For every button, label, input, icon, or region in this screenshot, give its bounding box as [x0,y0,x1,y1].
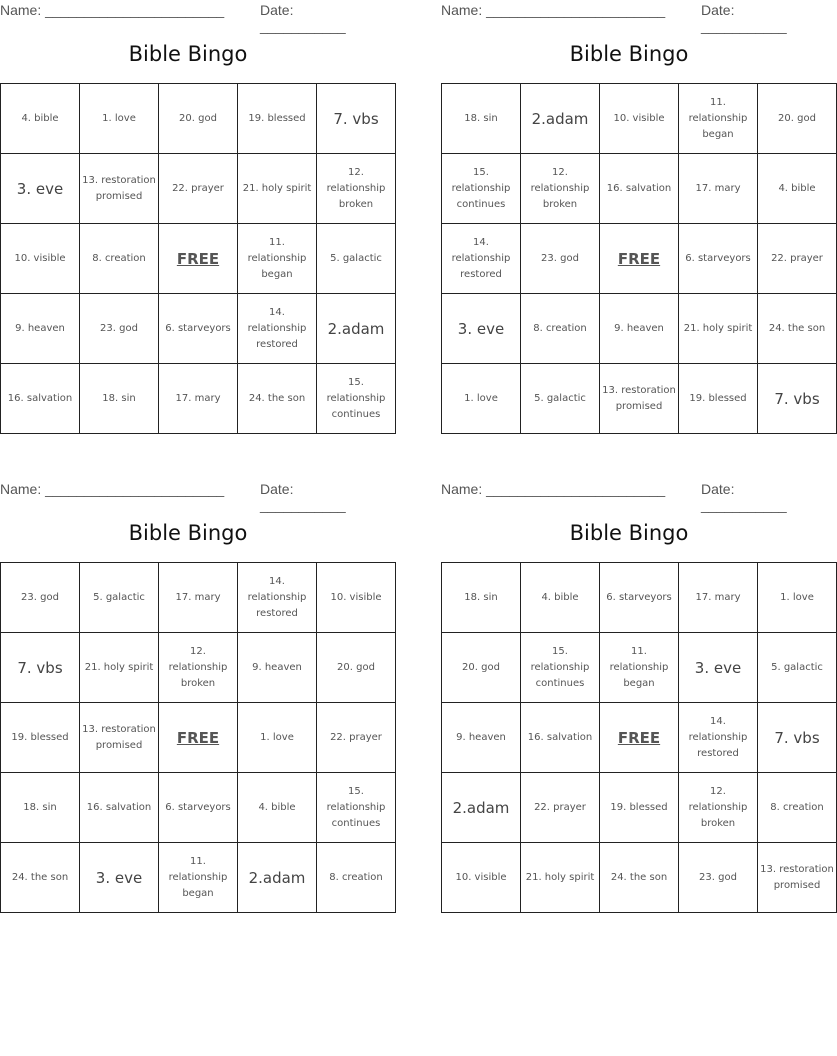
bingo-cell: 14. relationship restored [238,563,317,633]
bingo-cell: 7. vbs [758,364,837,434]
date-field: Date: ___________ [260,2,346,34]
bingo-cell: 19. blessed [600,773,679,843]
bingo-grid [0,562,396,913]
bingo-cell: 5. galactic [317,224,396,294]
bingo-cell: 15. relationship continues [442,154,521,224]
name-field: Name: _______________________ [0,481,225,497]
bingo-row [1,773,396,843]
bingo-cell: 2.adam [442,773,521,843]
bingo-cell: 9. heaven [1,294,80,364]
bingo-cell: 14. relationship restored [238,294,317,364]
bingo-cell: 7. vbs [1,633,80,703]
bingo-cell: 8. creation [521,294,600,364]
bingo-row [442,773,837,843]
bingo-cell: 6. starveyors [600,563,679,633]
bingo-cell: 11. relationship began [159,843,238,913]
bingo-cell: 20. god [317,633,396,703]
bingo-cell: 8. creation [317,843,396,913]
bingo-cell: 10. visible [1,224,80,294]
bingo-cell: 21. holy spirit [238,154,317,224]
bingo-cell: 13. restoration promised [80,703,159,773]
bingo-row [442,703,837,773]
name-field: Name: _______________________ [0,2,225,18]
bingo-cell: 1. love [442,364,521,434]
bingo-card-2 [441,0,826,412]
bingo-cell: 20. god [758,84,837,154]
card-title: Bible Bingo [569,521,689,545]
bingo-cell: 21. holy spirit [80,633,159,703]
bingo-row [442,84,837,154]
bingo-card-1 [0,0,386,420]
bingo-row [1,294,396,364]
bingo-cell: 13. restoration promised [80,154,159,224]
bingo-cell: 22. prayer [521,773,600,843]
bingo-row [1,843,396,913]
bingo-cell: 7. vbs [317,84,396,154]
bingo-card-3 [0,479,386,899]
bingo-cell: 2.adam [238,843,317,913]
date-field: Date: ___________ [701,2,787,34]
bingo-cell: 16. salvation [600,154,679,224]
bingo-row [442,364,837,434]
bingo-grid [441,83,837,434]
bingo-row [1,224,396,294]
name-field: Name: _______________________ [441,481,666,497]
bingo-cell: 22. prayer [317,703,396,773]
bingo-cell: 3. eve [1,154,80,224]
bingo-cell: 10. visible [442,843,521,913]
bingo-cell: 23. god [80,294,159,364]
bingo-cell: 8. creation [758,773,837,843]
bingo-cell: 11. relationship began [238,224,317,294]
bingo-cell: 2.adam [317,294,396,364]
bingo-cell: 11. relationship began [679,84,758,154]
bingo-row [442,563,837,633]
bingo-cell: 6. starveyors [679,224,758,294]
bingo-cell: 15. relationship continues [521,633,600,703]
bingo-cell: 19. blessed [238,84,317,154]
bingo-cell: 21. holy spirit [679,294,758,364]
bingo-cell: 3. eve [442,294,521,364]
bingo-cell: 13. restoration promised [758,843,837,913]
bingo-cell: 12. relationship broken [521,154,600,224]
bingo-cell: 19. blessed [1,703,80,773]
bingo-cell: 12. relationship broken [317,154,396,224]
bingo-cell: 16. salvation [521,703,600,773]
bingo-card-4 [441,479,834,891]
bingo-cell: 18. sin [1,773,80,843]
bingo-cell: 19. blessed [679,364,758,434]
bingo-cell: 21. holy spirit [521,843,600,913]
date-field: Date: ___________ [260,481,346,513]
bingo-row [442,294,837,364]
bingo-cell: 8. creation [80,224,159,294]
card-title: Bible Bingo [128,42,248,66]
bingo-cell: 17. mary [679,154,758,224]
bingo-cell: 11. relationship began [600,633,679,703]
bingo-row [1,364,396,434]
free-space: FREE [600,224,679,294]
bingo-cell: 20. god [159,84,238,154]
free-space: FREE [600,703,679,773]
bingo-cell: 2.adam [521,84,600,154]
bingo-cell: 1. love [238,703,317,773]
bingo-cell: 24. the son [238,364,317,434]
bingo-row [1,154,396,224]
bingo-cell: 24. the son [600,843,679,913]
bingo-cell: 14. relationship restored [442,224,521,294]
bingo-row [1,633,396,703]
bingo-cell: 9. heaven [238,633,317,703]
bingo-cell: 4. bible [1,84,80,154]
card-title: Bible Bingo [569,42,689,66]
bingo-grid [0,83,396,434]
bingo-cell: 5. galactic [758,633,837,703]
bingo-row [442,154,837,224]
bingo-cell: 20. god [442,633,521,703]
bingo-cell: 24. the son [758,294,837,364]
bingo-cell: 7. vbs [758,703,837,773]
bingo-cell: 12. relationship broken [679,773,758,843]
bingo-grid [441,562,837,913]
bingo-cell: 5. galactic [80,563,159,633]
bingo-cell: 17. mary [679,563,758,633]
bingo-cell: 17. mary [159,364,238,434]
bingo-row [1,703,396,773]
card-title: Bible Bingo [128,521,248,545]
bingo-cell: 10. visible [317,563,396,633]
bingo-cell: 16. salvation [1,364,80,434]
bingo-cell: 10. visible [600,84,679,154]
bingo-row [442,843,837,913]
bingo-cell: 17. mary [159,563,238,633]
card-header [441,479,817,513]
bingo-cell: 4. bible [238,773,317,843]
bingo-cell: 18. sin [442,563,521,633]
bingo-row [1,84,396,154]
free-space: FREE [159,703,238,773]
free-space: FREE [159,224,238,294]
bingo-row [442,633,837,703]
bingo-row [1,563,396,633]
date-field: Date: ___________ [701,481,787,513]
bingo-cell: 1. love [758,563,837,633]
bingo-cell: 18. sin [80,364,159,434]
card-header [0,479,376,513]
name-field: Name: _______________________ [441,2,666,18]
bingo-cell: 9. heaven [442,703,521,773]
bingo-cell: 23. god [1,563,80,633]
bingo-cell: 6. starveyors [159,294,238,364]
bingo-cell: 5. galactic [521,364,600,434]
bingo-cell: 23. god [679,843,758,913]
bingo-cell: 4. bible [758,154,837,224]
bingo-cell: 22. prayer [159,154,238,224]
bingo-cell: 18. sin [442,84,521,154]
bingo-row [442,224,837,294]
bingo-cell: 3. eve [80,843,159,913]
card-header [441,0,817,34]
bingo-cell: 12. relationship broken [159,633,238,703]
bingo-cell: 6. starveyors [159,773,238,843]
bingo-cell: 14. relationship restored [679,703,758,773]
bingo-cell: 3. eve [679,633,758,703]
bingo-cell: 1. love [80,84,159,154]
bingo-cell: 24. the son [1,843,80,913]
card-header [0,0,376,34]
bingo-cell: 15. relationship continues [317,773,396,843]
bingo-cell: 13. restoration promised [600,364,679,434]
bingo-cell: 4. bible [521,563,600,633]
bingo-cell: 15. relationship continues [317,364,396,434]
bingo-cell: 22. prayer [758,224,837,294]
bingo-cell: 16. salvation [80,773,159,843]
bingo-cell: 23. god [521,224,600,294]
bingo-cell: 9. heaven [600,294,679,364]
